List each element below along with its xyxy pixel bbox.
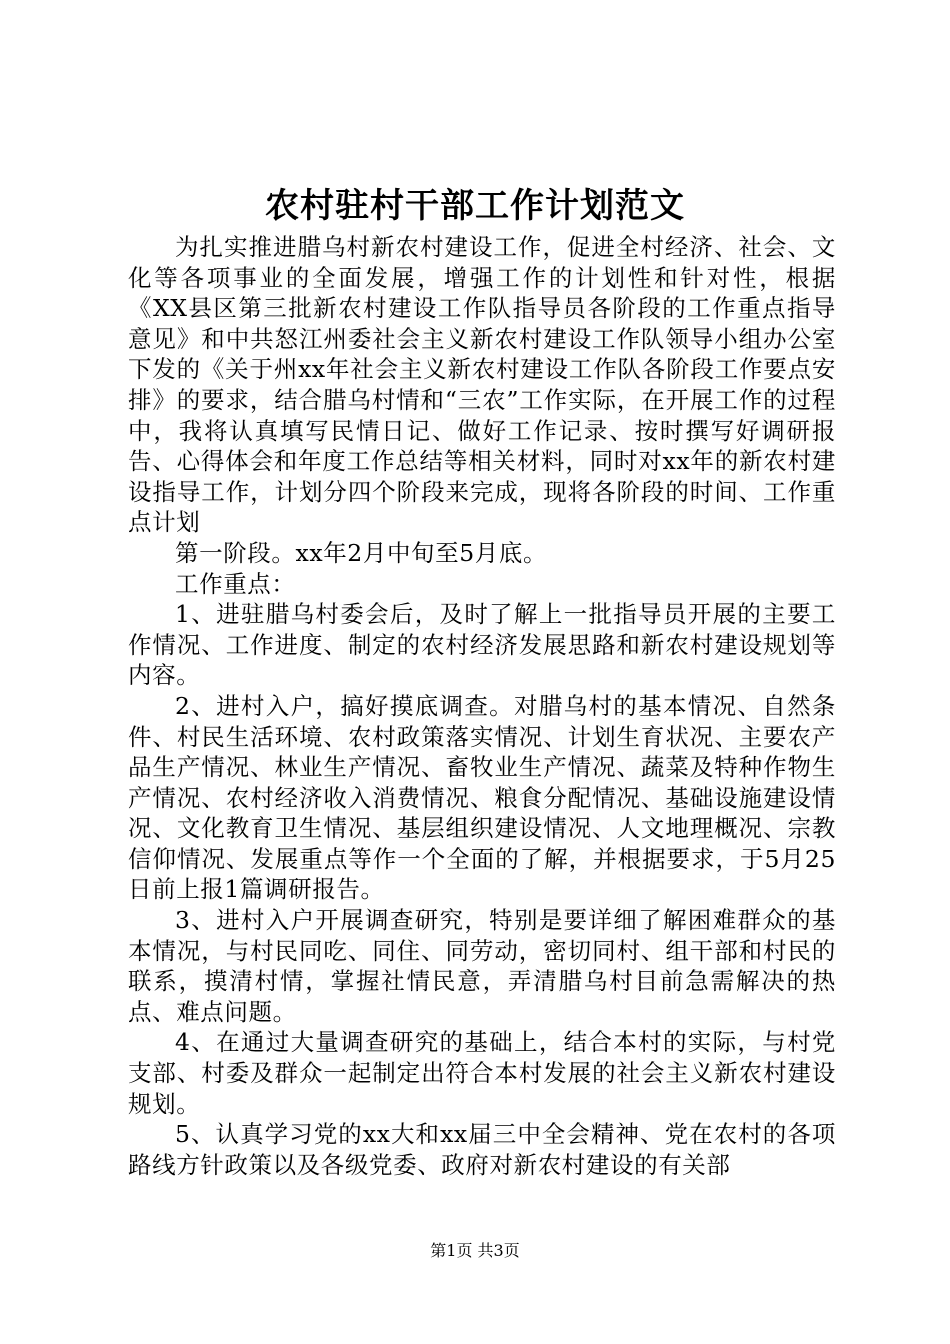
list-item-4: 4、在通过大量调查研究的基础上，结合本村的实际，与村党支部、村委及群众一起制定出符合本村发展的社会主义新农村建设规划。 bbox=[128, 1028, 836, 1118]
document-body bbox=[128, 232, 836, 1180]
list-item-1: 1、进驻腊乌村委会后，及时了解上一批指导员开展的主要工作情况、工作进度、制定的农村经济发展思路和新农村建设规划等内容。 bbox=[128, 600, 836, 690]
list-item-3: 3、进村入户开展调查研究，特别是要详细了解困难群众的基本情况，与村民同吃、同住、同劳动，密切同村、组干部和村民的联系，摸清村情，掌握社情民意，弄清腊乌村目前急需解决的热点、难点问题。 bbox=[128, 906, 836, 1026]
phase-one-heading: 第一阶段。xx年2月中旬至5月底。 bbox=[175, 538, 548, 567]
intro-paragraph: 为扎实推进腊乌村新农村建设工作，促进全村经济、社会、文化等各项事业的全面发展，增强工作的计划性和针对性，根据《XX县区第三批新农村建设工作队指导员各阶段的工作重点指导意见》和中共怒江州委社会主义新农村建设工作队领导小组办公室下发的《关于州xx年社会主义新农村建设工作队各阶段工作要点安排》的要求，结合腊乌村情和“三农”工作实际，在开展工作的过程中，我将认真填写民情日记、做好工作记录、按时撰写好调研报告、心得体会和年度工作总结等相关材料，同时对xx年的新农村建设指导工作，计划分四个阶段来完成，现将各阶段的时间、工作重点计划 bbox=[128, 233, 836, 537]
work-focus-heading: 工作重点： bbox=[175, 569, 296, 598]
document-title: 农村驻村干部工作计划范文 bbox=[265, 186, 685, 226]
page-footer: 第1页 共3页 bbox=[430, 1241, 520, 1260]
list-item-2: 2、进村入户，搞好摸底调查。对腊乌村的基本情况、自然条件、村民生活环境、农村政策落实情况、计划生育状况、主要农产品生产情况、林业生产情况、畜牧业生产情况、蔬菜及特种作物生产情况、农村经济收入消费情况、粮食分配情况、基础设施建设情况、文化教育卫生情况、基层组织建设情况、人文地理概况、宗教信仰情况、发展重点等作一个全面的了解，并根据要求，于5月25日前上报1篇调研报告。 bbox=[128, 691, 836, 904]
list-item-5: 5、认真学习党的xx大和xx届三中全会精神、党在农村的各项路线方针政策以及各级党委、政府对新农村建设的有关部 bbox=[128, 1120, 836, 1179]
